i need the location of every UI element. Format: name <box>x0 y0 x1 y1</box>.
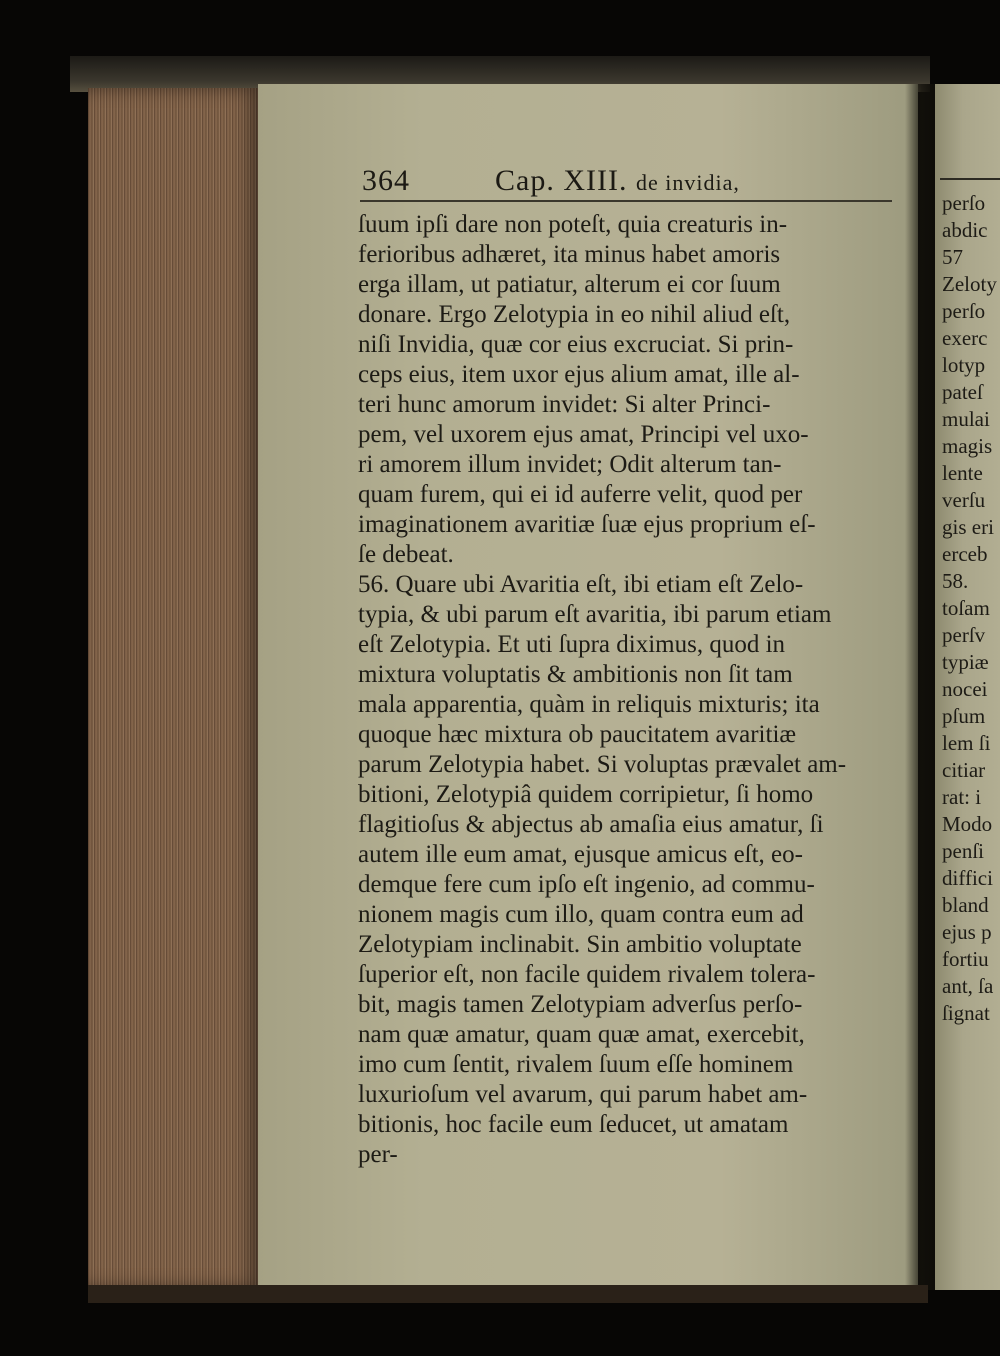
text-line: bitioni, Zelotypiâ quidem corripietur, ſi homo <box>358 781 814 808</box>
facing-text-line: gis eri <box>942 515 994 539</box>
book-page-edges <box>88 88 263 1288</box>
facing-text-line: Zeloty <box>942 272 997 296</box>
facing-text-line: verſu <box>942 488 986 512</box>
text-line: ſuum ipſi dare non poteſt, quia creaturis in- <box>358 211 788 238</box>
text-line: ſuperior eſt, non facile quidem rivalem tolera- <box>358 961 816 988</box>
running-title-main: Cap. XIII. <box>495 164 628 197</box>
text-line: donare. Ergo Zelotypia in eo nihil aliud eſt, <box>358 301 791 328</box>
text-line: quoque hæc mixtura ob paucitatem avaritiæ <box>358 721 797 748</box>
facing-text-line: lente <box>942 461 983 485</box>
text-line: ſe debeat. <box>358 541 454 568</box>
text-line: mala apparentia, quàm in reliquis mixturis; ita <box>358 691 820 718</box>
text-line: ri amorem illum invidet; Odit alterum tan- <box>358 451 782 478</box>
facing-text-line: Modo <box>942 812 993 836</box>
facing-text-line: lem ſi <box>942 731 991 755</box>
facing-text-line: bland <box>942 893 989 917</box>
facing-text-line: pſum <box>942 704 986 728</box>
facing-text-line: typiæ <box>942 650 989 674</box>
facing-page-rule <box>940 178 1000 180</box>
facing-text-line: mulai <box>942 407 990 431</box>
facing-text-line: exerc <box>942 326 988 350</box>
facing-text-line: nocei <box>942 677 988 701</box>
text-line: quam furem, qui ei id auferre velit, quod per <box>358 481 803 508</box>
facing-text-line: lotyp <box>942 353 986 377</box>
facing-text-line: fortiu <box>942 947 989 971</box>
running-header <box>360 164 900 204</box>
facing-text-line: rat: i <box>942 785 982 809</box>
header-rule <box>360 200 892 202</box>
text-line: imaginationem avaritiæ ſuæ ejus proprium eſ- <box>358 511 816 538</box>
text-line: ferioribus adhæret, ita minus habet amoris <box>358 241 781 268</box>
text-line: flagitioſus & abjectus ab amaſia eius amatur, ſi <box>358 811 824 838</box>
book-bottom-edge <box>88 1285 928 1303</box>
text-line: mixtura voluptatis & ambitionis non ſit tam <box>358 661 793 688</box>
page-number: 364 <box>362 164 410 197</box>
facing-text-line: ejus p <box>942 920 992 944</box>
text-line: nam quæ amatur, quam quæ amat, exercebit, <box>358 1021 805 1048</box>
text-line: typia, & ubi parum eſt avaritia, ibi parum etiam <box>358 601 832 628</box>
facing-text-line: penſi <box>942 839 984 863</box>
facing-text-line: diffici <box>942 866 993 890</box>
text-line: demque fere cum ipſo eſt ingenio, ad commu- <box>358 871 815 898</box>
facing-text-line: magis <box>942 434 993 458</box>
running-title <box>495 164 740 198</box>
facing-text-line: 58. <box>942 569 969 593</box>
facing-text-line: pateſ <box>942 380 983 404</box>
text-line: erga illam, ut patiatur, alterum ei cor ſuum <box>358 271 781 298</box>
facing-text-line: perſo <box>942 299 986 323</box>
text-line: bitionis, hoc facile eum ſeducet, ut amatam <box>358 1111 789 1138</box>
text-line: nionem magis cum illo, quam contra eum ad <box>358 901 804 928</box>
text-line: per- <box>358 1141 398 1168</box>
facing-text-line: perſv <box>942 623 986 647</box>
facing-text-line: ant, ſa <box>942 974 994 998</box>
text-line: pem, vel uxorem ejus amat, Principi vel uxo- <box>358 421 809 448</box>
facing-text-line: abdic <box>942 218 988 242</box>
running-title-rest: de invidia, <box>635 170 740 195</box>
text-line: 56. Quare ubi Avaritia eſt, ibi etiam eſt Zelo- <box>358 571 804 598</box>
text-line: luxurioſum vel avarum, qui parum habet am- <box>358 1081 808 1108</box>
text-line: eſt Zelotypia. Et uti ſupra diximus, quod in <box>358 631 786 658</box>
text-line: autem ille eum amat, ejusque amicus eſt, eo- <box>358 841 803 868</box>
text-line: niſi Invidia, quæ cor eius excruciat. Si prin- <box>358 331 794 358</box>
text-line: bit, magis tamen Zelotypiam adverſus perſo- <box>358 991 803 1018</box>
text-line: ceps eius, item uxor ejus alium amat, ille al- <box>358 361 800 388</box>
facing-text-line: 57 <box>942 245 963 269</box>
text-line: teri hunc amorum invidet: Si alter Princi- <box>358 391 771 418</box>
text-line: imo cum ſentit, rivalem ſuum eſſe hominem <box>358 1051 794 1078</box>
facing-text-line: perſo <box>942 191 986 215</box>
facing-page-text-block <box>942 190 1000 1027</box>
text-line: parum Zelotypia habet. Si voluptas prævalet am- <box>358 751 847 778</box>
text-line: Zelotypiam inclinabit. Sin ambitio voluptate <box>358 931 802 958</box>
facing-text-line: citiar <box>942 758 986 782</box>
book-gutter <box>905 84 935 1290</box>
main-text-block <box>358 210 898 1170</box>
facing-text-line: toſam <box>942 596 990 620</box>
facing-text-line: erceb <box>942 542 988 566</box>
facing-text-line: ſignat <box>942 1001 990 1025</box>
